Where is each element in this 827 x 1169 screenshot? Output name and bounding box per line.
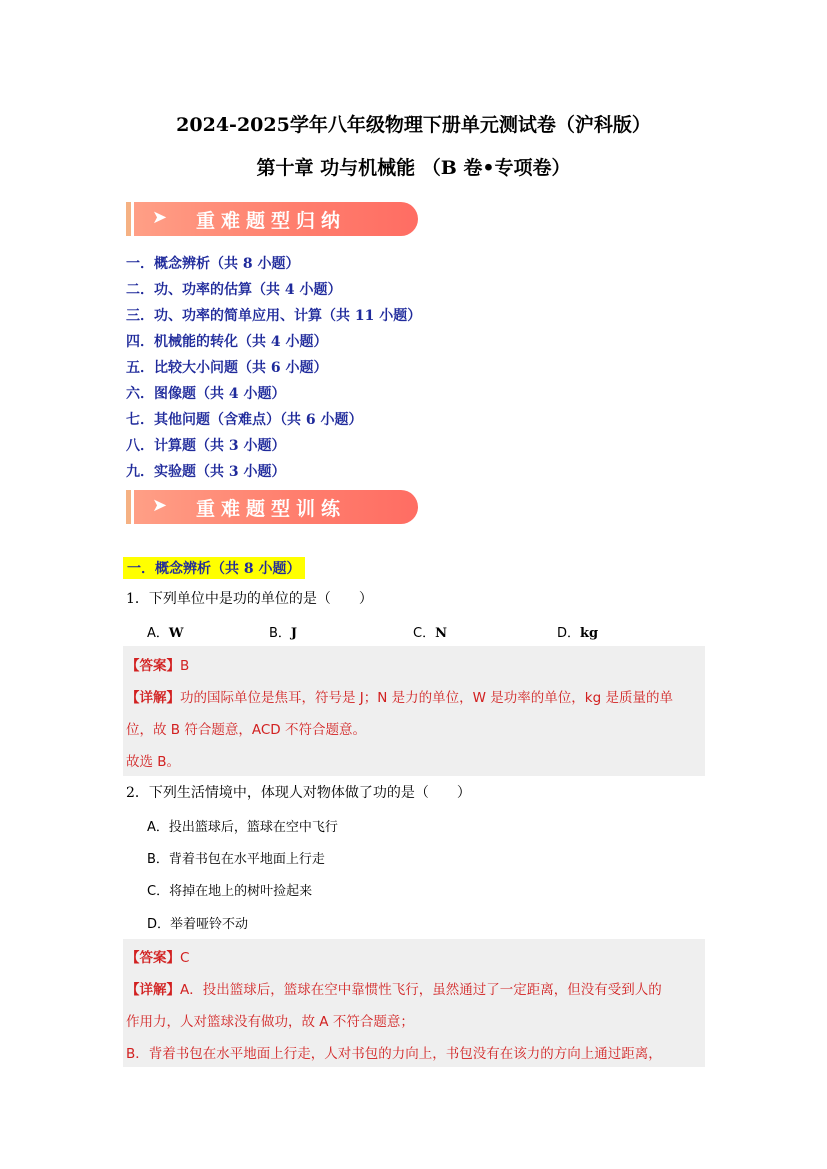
answer-line — [126, 946, 189, 966]
answer-tag: 【答案】 — [126, 950, 180, 966]
detail-line: 位，故 B 符合题意，ACD 不符合题意。 — [126, 722, 366, 738]
answer-value: B — [180, 658, 190, 674]
option-d: D．举着哑铃不动 — [147, 917, 249, 932]
toc-item[interactable]: 五．比较大小问题（共 6 小题） — [126, 360, 328, 376]
option-c: C．将掉在地上的树叶捡起来 — [147, 884, 313, 899]
table-of-contents — [126, 254, 421, 488]
document-subtitle: 第十章 功与机械能 （B 卷•专项卷） — [256, 157, 571, 179]
option-a: A．投出篮球后，篮球在空中飞行 — [147, 820, 338, 835]
section-heading: 一．概念辨析（共 8 小题） — [123, 557, 305, 579]
toc-item[interactable]: 七．其他问题（含难点）（共 6 小题） — [126, 412, 363, 428]
question-stem: 2．下列生活情境中，体现人对物体做了功的是（ ） — [126, 785, 471, 801]
option-text: kg — [580, 626, 599, 641]
option-text: N — [435, 626, 447, 641]
banner-stripe — [126, 490, 131, 524]
document-title: 2024-2025学年八年级物理下册单元测试卷（沪科版） — [176, 114, 651, 136]
answer-line — [126, 654, 189, 674]
conclusion-line: 故选 B。 — [126, 754, 181, 770]
toc-item[interactable]: 八．计算题（共 3 小题） — [126, 438, 286, 454]
detail-text: A．投出篮球后，篮球在空中靠惯性飞行，虽然通过了一定距离，但没有受到人的 — [180, 982, 662, 998]
detail-line: 作用力，人对篮球没有做功，故 A 不符合题意； — [126, 1014, 414, 1030]
answer-tag: 【答案】 — [126, 658, 180, 674]
toc-item[interactable]: 六．图像题（共 4 小题） — [126, 386, 286, 402]
banner-body — [134, 490, 418, 524]
chevron-right-icon: ➤ — [152, 207, 168, 228]
banner-label: 重难题型训练 — [196, 498, 347, 520]
option-letter: C． — [413, 626, 436, 641]
option-text: W — [168, 626, 184, 641]
banner-summary — [126, 202, 418, 236]
option-letter: D． — [557, 626, 581, 641]
option-d — [557, 622, 598, 641]
banner-stripe — [126, 202, 131, 236]
toc-item[interactable]: 三．功、功率的简单应用、计算（共 11 小题） — [126, 308, 422, 324]
toc-item[interactable]: 九．实验题（共 3 小题） — [126, 464, 286, 480]
detail-line — [126, 978, 662, 998]
detail-tag: 【详解】 — [126, 690, 180, 706]
banner-training — [126, 490, 418, 524]
option-b — [269, 622, 297, 641]
toc-item[interactable]: 四．机械能的转化（共 4 小题） — [126, 334, 328, 350]
answer-value: C — [180, 950, 190, 966]
option-text: J — [290, 626, 298, 641]
detail-line: B．背着书包在水平地面上行走，人对书包的力向上，书包没有在该力的方向上通过距离， — [126, 1046, 662, 1062]
option-letter: B． — [269, 626, 291, 641]
banner-body — [134, 202, 418, 236]
detail-text: 功的国际单位是焦耳，符号是 J；N 是力的单位，W 是功率的单位，kg 是质量的单 — [180, 690, 673, 706]
option-letter: A． — [147, 626, 169, 641]
banner-label: 重难题型归纳 — [196, 210, 347, 232]
question-stem: 1．下列单位中是功的单位的是（ ） — [126, 591, 373, 607]
answer-box — [123, 646, 705, 776]
option-c — [413, 622, 447, 641]
chevron-right-icon: ➤ — [152, 495, 168, 516]
option-b: B．背着书包在水平地面上行走 — [147, 852, 325, 867]
toc-item[interactable]: 二．功、功率的估算（共 4 小题） — [126, 282, 342, 298]
detail-tag: 【详解】 — [126, 982, 180, 998]
detail-line — [126, 686, 673, 706]
toc-item[interactable]: 一．概念辨析（共 8 小题） — [126, 256, 300, 272]
option-a — [147, 622, 184, 641]
